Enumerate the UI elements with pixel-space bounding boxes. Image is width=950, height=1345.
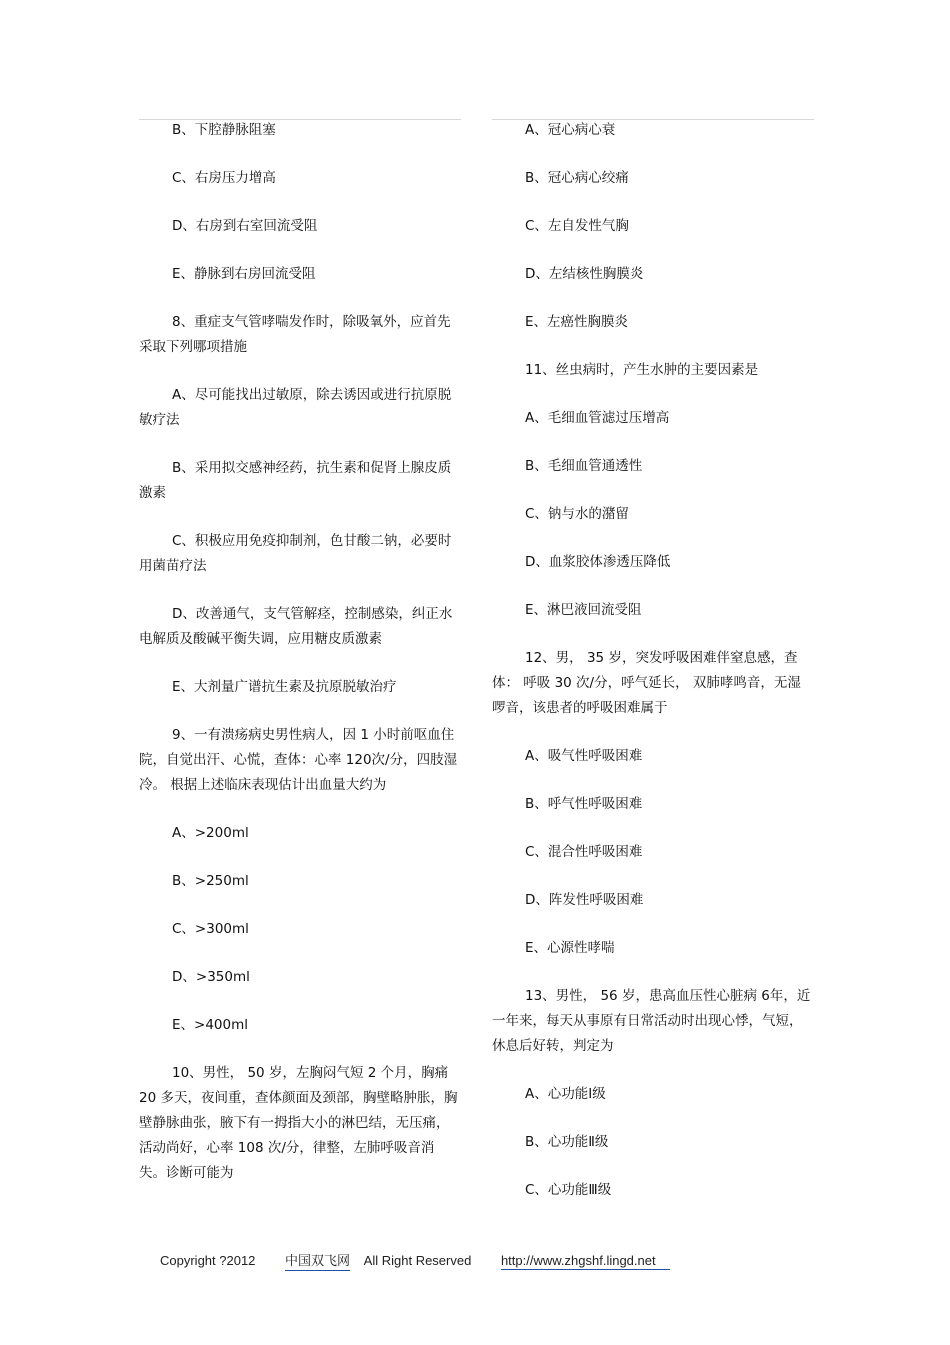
- answer-option: D、>350ml: [172, 969, 250, 985]
- answer-option: A、>200ml: [172, 825, 249, 841]
- answer-option: E、静脉到右房回流受阻: [172, 266, 316, 282]
- answer-option: 11、丝虫病时，产生水肿的主要因素是: [525, 362, 759, 378]
- question-text: B、采用拟交感神经药，抗生素和促肾上腺皮质激素: [139, 460, 452, 501]
- answer-option: B、>250ml: [172, 873, 249, 889]
- answer-option: A、心功能Ⅰ级: [525, 1086, 606, 1102]
- left-column: [139, 118, 461, 1209]
- answer-option: C、左自发性气胸: [525, 218, 629, 234]
- rights-text: All Right Reserved: [363, 1253, 472, 1268]
- answer-option: E、淋巴液回流受阻: [525, 602, 642, 618]
- site-url-link[interactable]: http://www.zhgshf.lingd.net: [501, 1253, 670, 1270]
- answer-option: E、>400ml: [172, 1017, 249, 1033]
- answer-option: C、心功能Ⅲ级: [525, 1182, 612, 1198]
- answer-option: E、大剂量广谱抗生素及抗原脱敏治疗: [172, 679, 397, 695]
- answer-option: D、血浆胶体渗透压降低: [525, 554, 671, 570]
- answer-option: E、心源性哮喘: [525, 940, 615, 956]
- answer-option: D、右房到右室回流受阻: [172, 218, 318, 234]
- question-text: 9、一有溃疡病史男性病人，因 1 小时前呕血住院，自觉出汗、心慌，查体：心率 120次/分，四肢湿冷。 根据上述临床表现估计出血量大约为: [139, 727, 458, 793]
- page-footer: [160, 1250, 860, 1271]
- answer-option: B、下腔静脉阻塞: [172, 122, 276, 138]
- answer-option: D、左结核性胸膜炎: [525, 266, 644, 282]
- answer-option: B、呼气性呼吸困难: [525, 796, 643, 812]
- question-text: 8、重症支气管哮喘发作时，除吸氧外，应首先采取下列哪项措施: [139, 314, 451, 355]
- answer-option: A、毛细血管滤过压增高: [525, 410, 670, 426]
- answer-option: B、冠心病心绞痛: [525, 170, 629, 186]
- question-text: D、改善通气，支气管解痉，控制感染，纠正水电解质及酸碱平衡失调，应用糖皮质激素: [139, 606, 453, 647]
- question-text: C、积极应用免疫抑制剂，色甘酸二钠，必要时用菌苗疗法: [139, 533, 452, 574]
- answer-option: B、毛细血管通透性: [525, 458, 643, 474]
- answer-option: C、钠与水的潴留: [525, 506, 629, 522]
- answer-option: B、心功能Ⅱ级: [525, 1134, 609, 1150]
- question-text: A、尽可能找出过敏原，除去诱因或进行抗原脱敏疗法: [139, 387, 452, 428]
- question-text: 13、男性， 56 岁，患高血压性心脏病 6年，近一年来，每天从事原有日常活动时出现心悸，气短，休息后好转，判定为: [492, 988, 811, 1054]
- answer-option: A、吸气性呼吸困难: [525, 748, 643, 764]
- answer-option: C、右房压力增高: [172, 170, 276, 186]
- answer-option: A、冠心病心衰: [525, 122, 616, 138]
- site-name-link[interactable]: 中国双飞网: [285, 1250, 350, 1271]
- copyright-text: Copyright ?2012: [160, 1253, 256, 1268]
- answer-option: E、左癌性胸膜炎: [525, 314, 629, 330]
- answer-option: C、混合性呼吸困难: [525, 844, 643, 860]
- answer-option: C、>300ml: [172, 921, 249, 937]
- question-text: 12、男， 35 岁，突发呼吸困难伴窒息感，查体： 呼吸 30 次/分，呼气延长， 双肺哮鸣音，无湿啰音，该患者的呼吸困难属于: [492, 650, 801, 716]
- right-column: [492, 118, 814, 1226]
- question-text: 10、男性， 50 岁，左胸闷气短 2 个月，胸痛 20 多天，夜间重，查体颜面及颈部，胸壁略肿胀，胸壁静脉曲张，腋下有一拇指大小的淋巴结，无压痛，活动尚好，心率 108 次/分，律整，左肺呼吸音消失。诊断可能为: [139, 1065, 458, 1181]
- answer-option: D、阵发性呼吸困难: [525, 892, 644, 908]
